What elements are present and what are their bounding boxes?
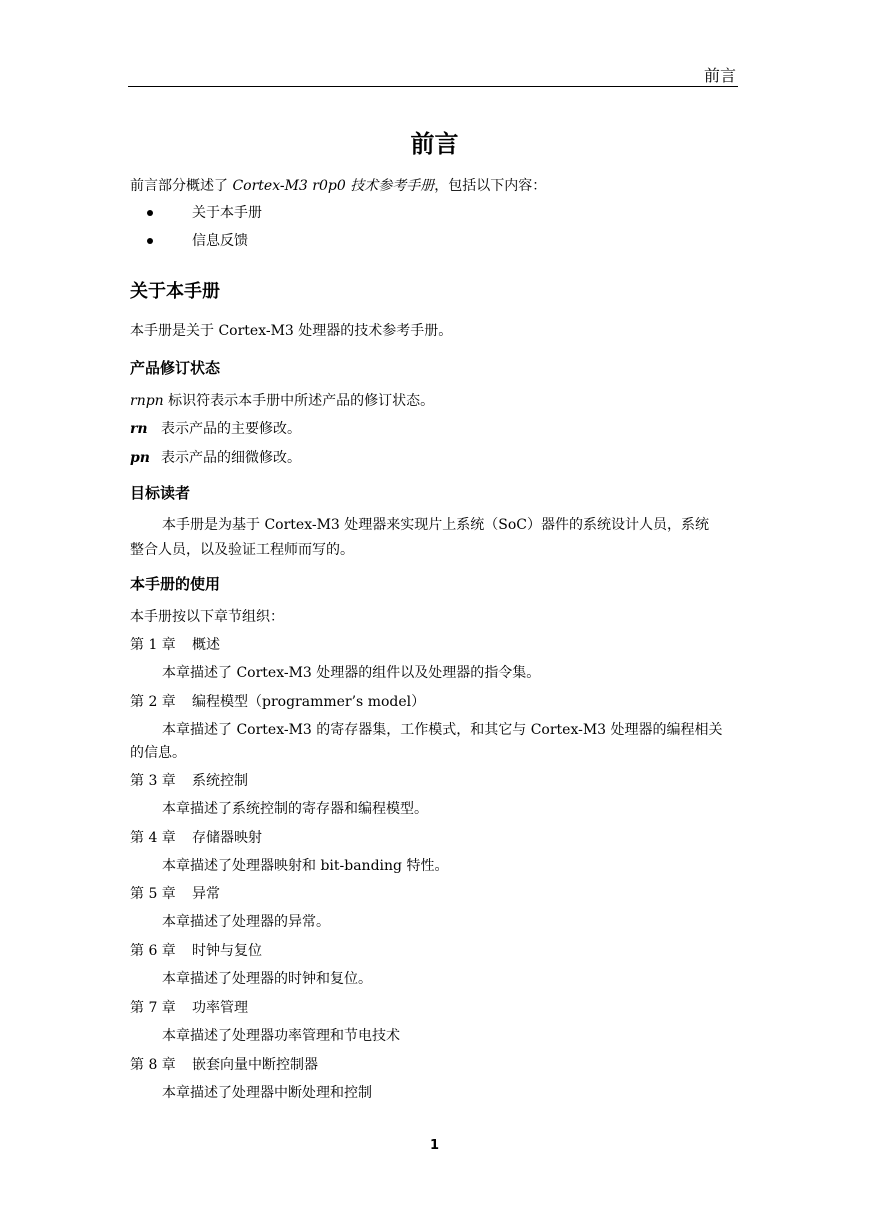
running-header-title: 前言 bbox=[703, 66, 736, 85]
chapter-title: 功率管理 bbox=[192, 1000, 248, 1016]
chapter-heading bbox=[130, 884, 220, 904]
audience-line: 整合人员，以及验证工程师而写的。 bbox=[130, 542, 354, 558]
revision-item-term: pn bbox=[130, 450, 150, 466]
chapter-description: 本章描述了处理器的异常。 bbox=[162, 914, 330, 930]
intro-paragraph bbox=[130, 176, 546, 196]
bullet-dot bbox=[147, 210, 153, 216]
usage-intro: 本手册按以下章节组织： bbox=[130, 609, 284, 625]
chapter-title: 概述 bbox=[192, 637, 220, 653]
revision-item bbox=[130, 419, 301, 439]
chapter-description-continued: 的信息。 bbox=[130, 745, 186, 761]
chapter-heading bbox=[130, 941, 262, 961]
intro-prefix: 前言部分概述了 bbox=[130, 178, 233, 194]
audience-line: 本手册是为基于 Cortex-M3 处理器来实现片上系统（SoC）器件的系统设计人员，系统 bbox=[162, 517, 709, 533]
chapter-description: 本章描述了处理器映射和 bit-banding 特性。 bbox=[162, 858, 449, 874]
chapter-title: 异常 bbox=[192, 886, 220, 902]
chapter-description: 本章描述了处理器中断处理和控制 bbox=[162, 1085, 372, 1101]
chapter-heading bbox=[130, 1055, 318, 1075]
about-paragraph: 本手册是关于 Cortex-M3 处理器的技术参考手册。 bbox=[130, 323, 453, 339]
page-number: 1 bbox=[429, 1138, 440, 1153]
chapter-number: 第 8 章 bbox=[130, 1057, 176, 1073]
chapter-number: 第 1 章 bbox=[130, 637, 176, 653]
intro-suffix: ，包括以下内容： bbox=[434, 178, 547, 194]
chapter-title: 时钟与复位 bbox=[192, 943, 262, 959]
section-heading-about: 关于本手册 bbox=[130, 281, 220, 302]
bullet-dot bbox=[147, 238, 153, 244]
revision-lead-term: rnpn bbox=[130, 393, 164, 409]
page-title: 前言 bbox=[410, 129, 459, 158]
chapter-heading bbox=[130, 771, 248, 791]
bullet-item-feedback: 信息反馈 bbox=[192, 233, 248, 249]
revision-item-text: 表示产品的主要修改。 bbox=[161, 421, 301, 437]
chapter-heading bbox=[130, 828, 262, 848]
section-heading-revision: 产品修订状态 bbox=[130, 359, 221, 377]
revision-item-text: 表示产品的细微修改。 bbox=[161, 450, 301, 466]
chapter-number: 第 6 章 bbox=[130, 943, 176, 959]
chapter-heading bbox=[130, 692, 425, 712]
running-header bbox=[128, 62, 738, 87]
chapter-description: 本章描述了处理器功率管理和节电技术 bbox=[162, 1028, 400, 1044]
chapter-heading bbox=[130, 998, 248, 1018]
chapter-title: 编程模型（programmer’s model） bbox=[192, 694, 426, 710]
chapter-number: 第 4 章 bbox=[130, 830, 176, 846]
revision-lead bbox=[130, 391, 434, 411]
revision-item bbox=[130, 448, 301, 468]
chapter-number: 第 3 章 bbox=[130, 773, 176, 789]
chapter-description: 本章描述了 Cortex-M3 的寄存器集，工作模式，和其它与 Cortex-M3 处理器的编程相关 bbox=[162, 722, 723, 738]
chapter-heading bbox=[130, 635, 220, 655]
chapter-description: 本章描述了处理器的时钟和复位。 bbox=[162, 971, 372, 987]
intro-doc-name: Cortex-M3 r0p0 技术参考手册 bbox=[232, 178, 435, 194]
chapter-number: 第 2 章 bbox=[130, 694, 176, 710]
section-heading-audience: 目标读者 bbox=[130, 484, 191, 502]
chapter-number: 第 5 章 bbox=[130, 886, 176, 902]
revision-lead-text: 标识符表示本手册中所述产品的修订状态。 bbox=[163, 393, 435, 409]
chapter-number: 第 7 章 bbox=[130, 1000, 176, 1016]
bullet-item-about: 关于本手册 bbox=[192, 205, 262, 221]
chapter-description: 本章描述了系统控制的寄存器和编程模型。 bbox=[162, 801, 428, 817]
chapter-title: 存储器映射 bbox=[192, 830, 262, 846]
chapter-title: 嵌套向量中断控制器 bbox=[192, 1057, 318, 1073]
revision-item-term: rn bbox=[130, 421, 148, 437]
section-heading-usage: 本手册的使用 bbox=[130, 575, 221, 593]
chapter-title: 系统控制 bbox=[192, 773, 248, 789]
chapter-description: 本章描述了 Cortex-M3 处理器的组件以及处理器的指令集。 bbox=[162, 665, 541, 681]
